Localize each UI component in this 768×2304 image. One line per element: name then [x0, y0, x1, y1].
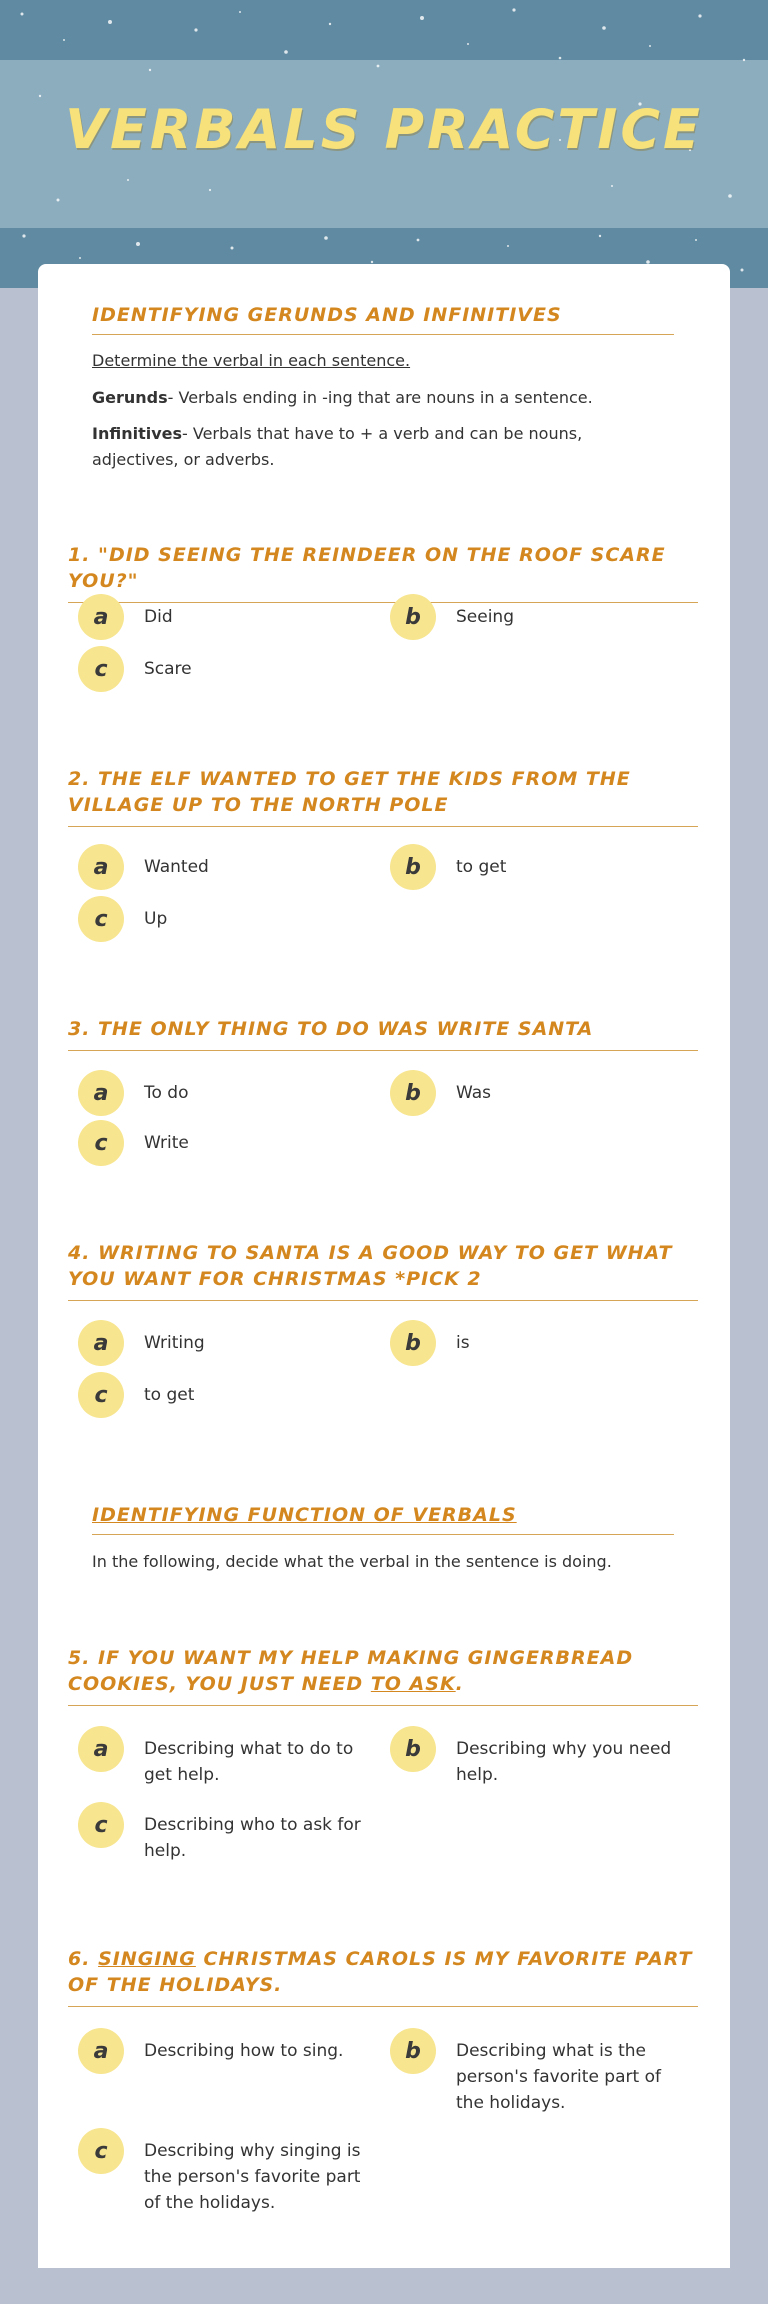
option-letter-badge: c	[78, 896, 124, 942]
question-6-title-end: CHRISTMAS CAROLS IS MY FAVORITE PART OF THE HOLIDAYS.	[68, 1948, 693, 1996]
question-6-option-b[interactable]	[390, 2028, 690, 2116]
option-letter-badge: c	[78, 1802, 124, 1848]
question-3-option-b[interactable]	[390, 1070, 690, 1116]
question-4-option-b[interactable]	[390, 1320, 690, 1366]
option-letter-badge: c	[78, 646, 124, 692]
option-text: Wanted	[144, 857, 209, 877]
option-letter-badge: b	[390, 594, 436, 640]
infinitives-definition	[92, 421, 652, 473]
question-1-option-b[interactable]	[390, 594, 690, 640]
question-6-title	[68, 1946, 698, 2007]
option-text: Describing why you need help.	[456, 1739, 672, 1785]
gerunds-term: Gerunds	[92, 388, 168, 407]
question-4-option-c[interactable]	[78, 1372, 358, 1418]
section-2-instruction: In the following, decide what the verbal in the sentence is doing.	[92, 1552, 612, 1571]
option-text: Describing how to sing.	[144, 2041, 344, 2061]
question-2-option-b[interactable]	[390, 844, 690, 890]
infinitives-term: Infinitives	[92, 424, 183, 443]
option-text: Scare	[144, 659, 192, 679]
option-letter-badge: a	[78, 2028, 124, 2074]
option-text: Write	[144, 1133, 189, 1153]
option-text: Was	[456, 1083, 491, 1103]
option-letter-badge: b	[390, 1726, 436, 1772]
gerunds-definition	[92, 385, 652, 411]
option-letter-badge: a	[78, 1320, 124, 1366]
header-banner	[0, 0, 768, 288]
question-1-option-c[interactable]	[78, 646, 358, 692]
option-letter-badge: a	[78, 844, 124, 890]
question-4-option-a[interactable]	[78, 1320, 358, 1366]
question-1-option-a[interactable]	[78, 594, 358, 640]
question-6-option-c[interactable]	[78, 2128, 378, 2216]
option-letter-badge: b	[390, 844, 436, 890]
option-text: Seeing	[456, 607, 514, 627]
question-3-option-a[interactable]	[78, 1070, 358, 1116]
section-title-gerunds-infinitives: IDENTIFYING GERUNDS AND INFINITIVES	[92, 304, 674, 335]
infinitives-def-text: - Verbals that have to + a verb and can be nouns, adjectives, or adverbs.	[92, 424, 583, 469]
question-6-title-underlined: SINGING	[98, 1948, 196, 1970]
question-6-title-start: 6.	[68, 1948, 99, 1970]
instruction-underlined: Determine the verbal in each sentence.	[92, 351, 411, 370]
option-text: Writing	[144, 1333, 205, 1353]
option-letter-badge: a	[78, 594, 124, 640]
option-text: Describing why singing is the person's favorite part of the holidays.	[144, 2141, 361, 2213]
question-2-option-a[interactable]	[78, 844, 358, 890]
question-4-title: 4. WRITING TO SANTA IS A GOOD WAY TO GET WHAT YOU WANT FOR CHRISTMAS *PICK 2	[68, 1240, 698, 1301]
option-letter-badge: c	[78, 1120, 124, 1166]
question-5-option-c[interactable]	[78, 1802, 378, 1864]
option-letter-badge: c	[78, 1372, 124, 1418]
option-letter-badge: b	[390, 1320, 436, 1366]
instruction-text	[92, 348, 652, 374]
question-5-title	[68, 1645, 698, 1706]
option-text: Up	[144, 909, 168, 929]
question-6-option-a[interactable]	[78, 2028, 378, 2074]
option-text: Describing what to do to get help.	[144, 1739, 354, 1785]
option-text: to get	[456, 857, 507, 877]
question-2-title: 2. THE ELF WANTED TO GET THE KIDS FROM THE VILLAGE UP TO THE NORTH POLE	[68, 766, 698, 827]
option-text: Did	[144, 607, 173, 627]
option-letter-badge: a	[78, 1726, 124, 1772]
option-letter-badge: b	[390, 2028, 436, 2074]
option-text: Describing who to ask for help.	[144, 1815, 361, 1861]
option-text: To do	[144, 1083, 189, 1103]
gerunds-def-text: - Verbals ending in -ing that are nouns in a sentence.	[167, 388, 593, 407]
option-letter-badge: a	[78, 1070, 124, 1116]
question-3-option-c[interactable]	[78, 1120, 358, 1166]
question-5-title-end: .	[455, 1673, 464, 1695]
question-2-option-c[interactable]	[78, 896, 358, 942]
option-text: to get	[144, 1385, 195, 1405]
question-3-title: 3. THE ONLY THING TO DO WAS WRITE SANTA	[68, 1016, 698, 1051]
question-5-title-start: 5. IF YOU WANT MY HELP MAKING GINGERBREAD COOKIES, YOU JUST NEED	[68, 1647, 634, 1695]
section-title-text: IDENTIFYING FUNCTION OF VERBALS	[92, 1504, 517, 1526]
option-text: is	[456, 1333, 470, 1353]
option-text: Describing what is the person's favorite part of the holidays.	[456, 2041, 661, 2113]
option-letter-badge: c	[78, 2128, 124, 2174]
question-1-title: 1. "DID SEEING THE REINDEER ON THE ROOF SCARE YOU?"	[68, 542, 698, 603]
question-5-option-a[interactable]	[78, 1726, 378, 1788]
section-title-function-of-verbals	[92, 1504, 674, 1535]
question-5-option-b[interactable]	[390, 1726, 690, 1788]
option-letter-badge: b	[390, 1070, 436, 1116]
question-5-title-underlined: TO ASK	[370, 1673, 456, 1695]
page-title: VERBALS PRACTICE	[65, 98, 703, 161]
